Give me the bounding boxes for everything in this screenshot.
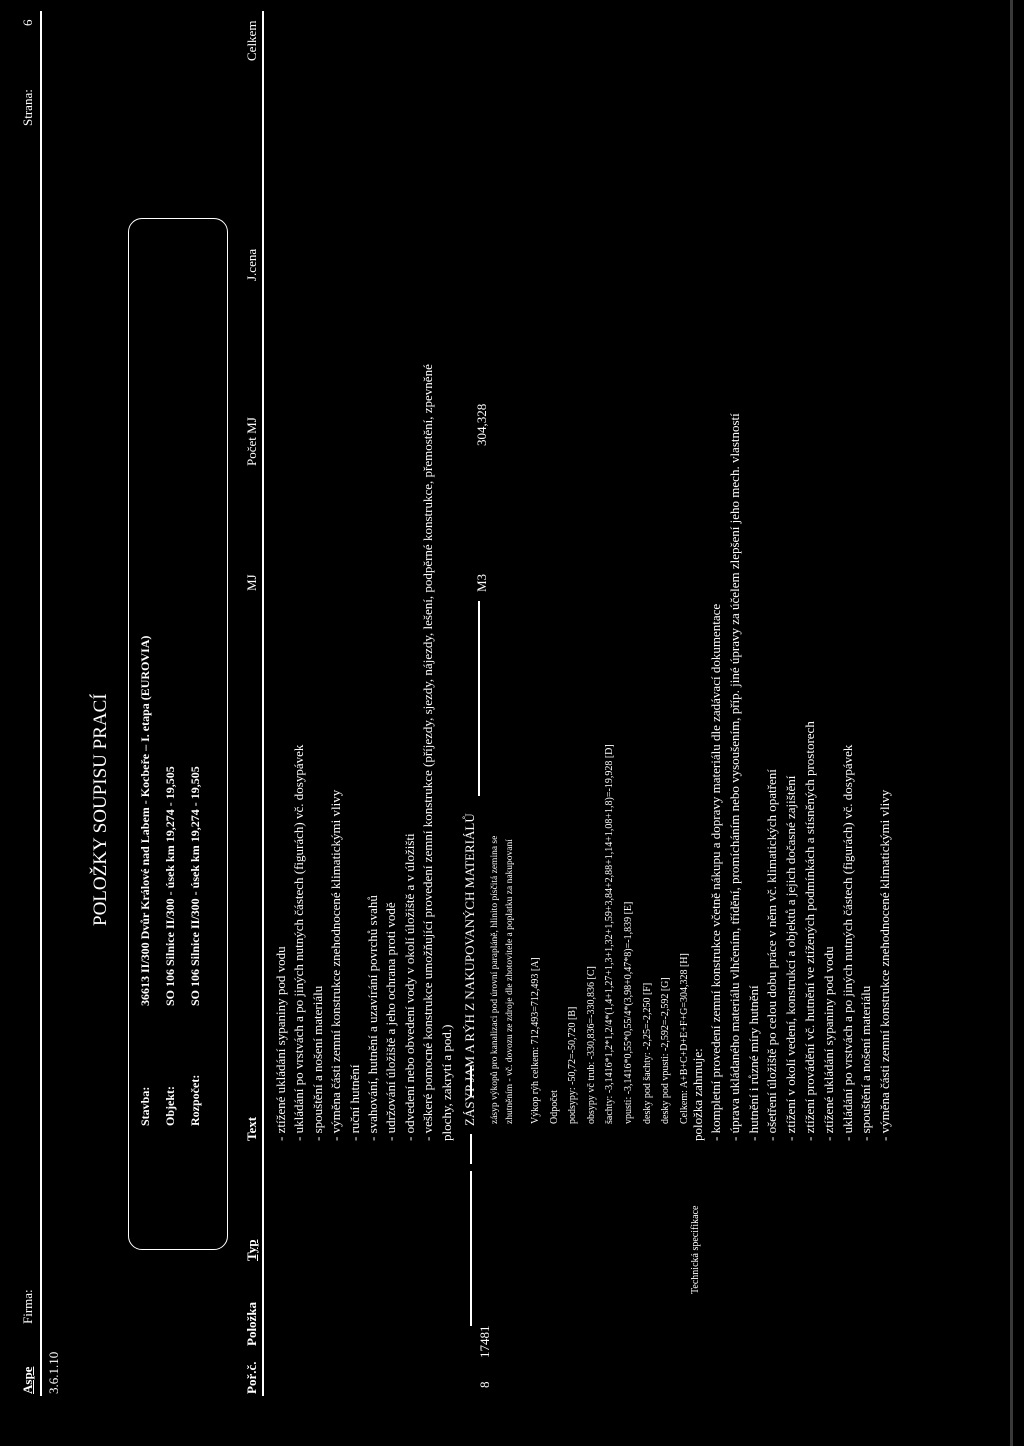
tech-spec-line: - spouštění a nošení materiálu (858, 985, 874, 1141)
strana-value: 6 (20, 19, 35, 26)
calc-line: obsypy vč trub: -330,836=-330,836 [C] (585, 966, 597, 1124)
item-nazev-rule (478, 601, 480, 796)
tech-spec-line: - ukládání po vrstvách a po jiných nutných částech (figurách) vč. dosypávek (839, 744, 855, 1141)
tech-spec-intro: položka zahrnuje: (690, 1048, 705, 1141)
col-mj: MJ (244, 574, 259, 591)
stavba-value: 36613 II/300 Dvůr Králové nad Labem - Kocbeře – I. etapa (EUROVIA) (138, 635, 152, 1006)
header-rule (40, 11, 42, 1396)
tech-spec-line: - ztížené ukládání sypaniny pod vodu (820, 946, 836, 1141)
spec-line: - ukládání po vrstvách a po jiných nutných částech (figurách) vč. dosypávek (291, 744, 307, 1141)
calc-line: desky pod vpusti: -2,592=-2,592 [G] (660, 977, 672, 1124)
item-nazev: ZÁSYP JAM A RÝH Z NAKUPOVANÝCH MATERIÁLŮ (462, 813, 477, 1126)
calc-line: Výkop rýh celkem: 712,493=712,493 [A] (530, 957, 541, 1124)
spec-line: - svahování, hutnění a uzavírání povrchů svahů (365, 895, 380, 1141)
item-kod: 17481 (477, 1325, 492, 1358)
tech-spec-line: - hutnění i různé míry hutnění (745, 985, 761, 1141)
tech-spec-line: - kompletní provedení zemní konstrukce včetně nákupu a dopravy materiálu dle zadávací dokumentace (708, 603, 723, 1141)
rozpocet-value: SO 106 Silnice II/300 - úsek km 19,274 - 19,505 (188, 766, 202, 1006)
tech-spec-line: - ztížení provádění vč. hutnění ve ztížených podmínkách a stísněných prostorech (802, 721, 817, 1141)
item-left-rule (470, 1171, 472, 1326)
calc-line: šachty: -3,1416*1,2*1,2/4*(1,4+1,27+1,3+1,32+1,59+3,84+2,88+1,14+1,08+1,8)=-19,928 [D] (604, 744, 616, 1124)
rozpocet-label: Rozpočet: (188, 1074, 202, 1126)
calc-line: vpusti: -3,1416*0,55*0,55/4*(3,98+0,47*8)=-1,839 [E] (623, 901, 634, 1124)
scan-edge (1010, 0, 1013, 1446)
objekt-label: Objekt: (163, 1086, 177, 1126)
tech-spec-line: - ztížení v okolí vedení, konstrukcí a objektů a jejich dočasné zajištění (783, 775, 799, 1141)
item-typ-rule (470, 1134, 472, 1164)
item-popis-line-1: zásyp výkopů pro kanalizaci pod úrovní parapláně, hlinito písčitá zemina se (490, 835, 500, 1124)
tech-spec-line: - úprava ukládaného materiálu vlhčením, třídění, promícháním nebo vysoušením, příp. jiné úpravy za účelem zlepšení jeho mech. vlastností (726, 413, 742, 1141)
aspe-label: Aspe (20, 1366, 35, 1394)
spec-line: - veškeré pomocné konstrukce umožňující provedení zemní konstrukce (příjezdy, sjezdy, nájezdy, lešení, podpěrné konstrukce, přemostění, zpevněné (420, 364, 436, 1141)
strana-label: Strana: (20, 89, 35, 126)
tech-spec-line: - ošetření úložiště po celou dobu práce v něm vč. klimatických opatření (764, 769, 780, 1141)
col-celkem: Celkem (244, 20, 259, 61)
column-header-rule (262, 11, 264, 1396)
col-pocet: Počet MJ (244, 417, 259, 466)
calc-line: desky pod šachty: -2,25=-2,250 [F] (641, 982, 653, 1124)
calc-line: Odpočet (548, 1090, 560, 1124)
version-label: 3.6.1.10 (46, 1351, 61, 1394)
item-pocet: 304,328 (474, 403, 489, 446)
col-typ: Typ (244, 1239, 259, 1261)
stavba-label: Stavba: (138, 1086, 152, 1126)
spec-line: - ruční hutnění (346, 1064, 362, 1141)
col-polozka: Položka (244, 1301, 259, 1346)
spec-line: - udržování úložiště a jeho ochrana proti vodě (383, 902, 399, 1141)
item-por: 8 (477, 1381, 492, 1388)
col-jcena: J.cena (244, 248, 259, 281)
col-text: Text (244, 1116, 259, 1141)
spec-line: - odvedení nebo obvedení vody v okolí úložiště a v úložišti (401, 833, 417, 1141)
objekt-value: SO 106 Silnice II/300 - úsek km 19,274 - 19,505 (163, 766, 177, 1006)
spec-line: - ztížené ukládání sypaniny pod vodu (273, 946, 288, 1141)
item-popis-line-2: zhutněním - vč. dovozu ze zdroje dle zhotovitele a poplatku za nakupovaní (505, 839, 515, 1124)
tech-spec-label: Technická specifikace (690, 1205, 701, 1294)
item-mj: M3 (474, 573, 489, 592)
col-por: Poř.č. (244, 1361, 259, 1394)
spec-line: - spouštění a nošení materiálu (309, 985, 325, 1141)
page-title: POLOŽKY SOUPISU PRACÍ (90, 693, 111, 926)
spec-line: - výměna části zemní konstrukce znehodnocené klimatickými vlivy (328, 789, 344, 1141)
calc-line: Celkem: A+B+C+D+E+F+G=304,328 [H] (678, 953, 690, 1124)
tech-spec-line: - výměna části zemní konstrukce znehodnocené klimatickými vlivy (877, 789, 893, 1141)
spec-line: plochy, zakrytí a pod.) (438, 1024, 454, 1141)
calc-line: podsypy: -50,72=-50,720 [B] (567, 1006, 579, 1124)
firma-label: Firma: (20, 1289, 35, 1324)
